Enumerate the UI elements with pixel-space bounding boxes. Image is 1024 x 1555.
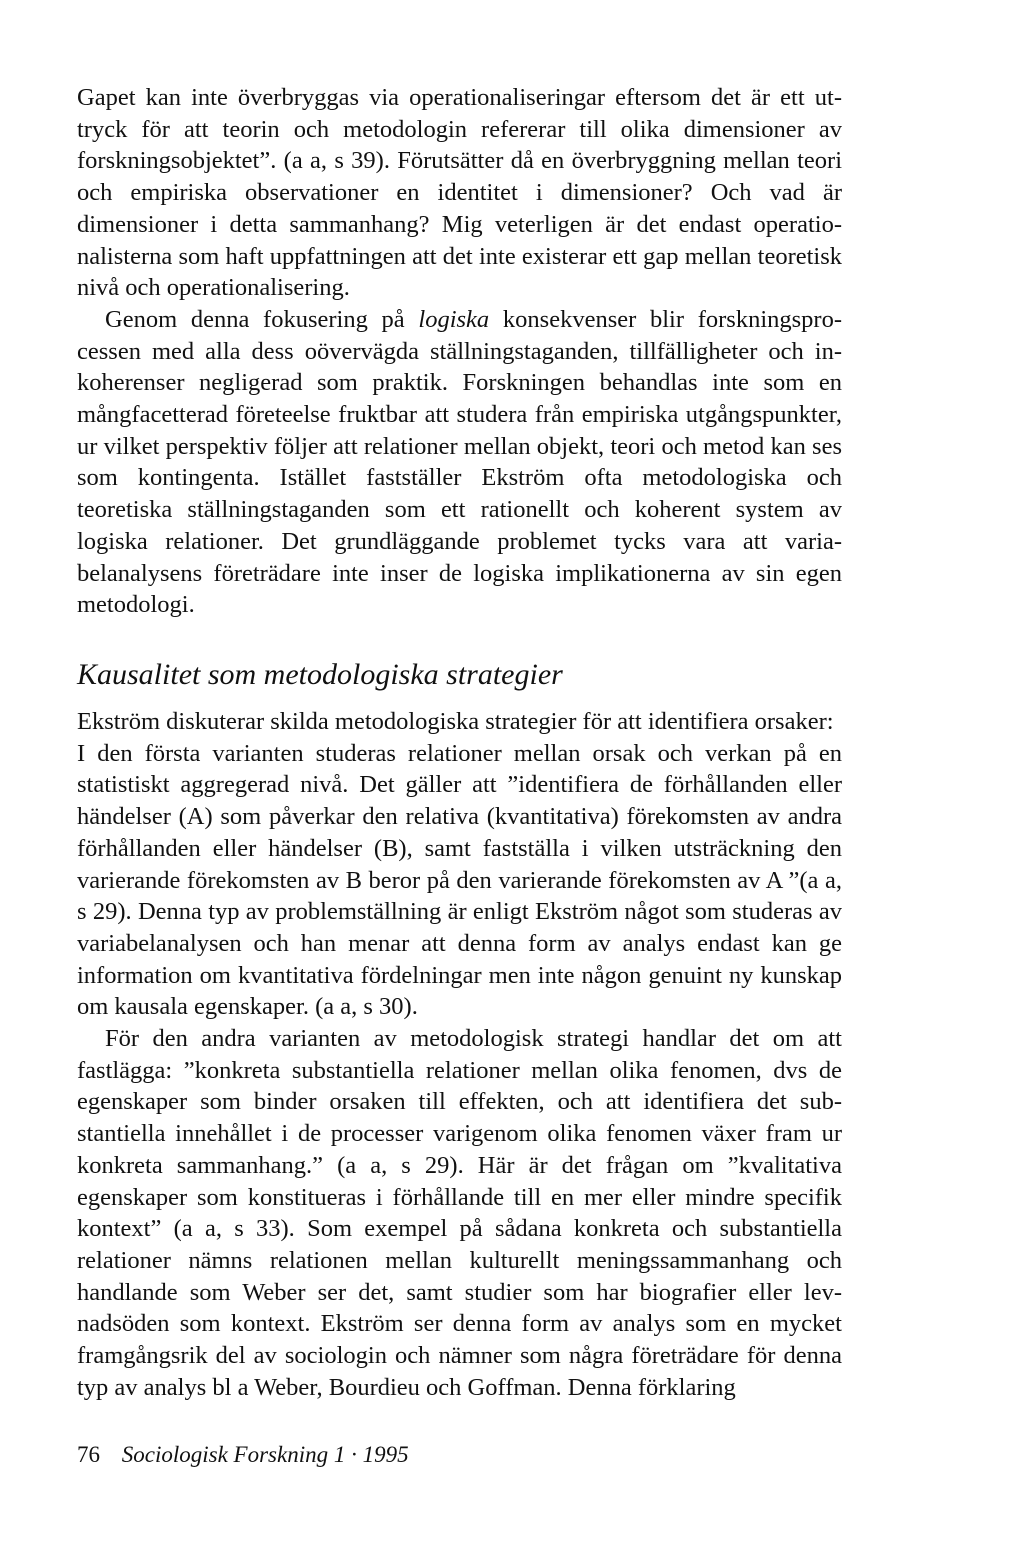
- paragraph-first-variant: I den första varianten studeras relationer mellan orsak och verkan på en statistiskt aggregerad nivå. Det gäller att ”identifiera de förhållanden eller händelser (A) som påverkar den relativa (kvantitativa) förekomsten av andra förhållanden eller händelser (B), samt fastställa i vilken utsträckning den varierande förekomsten av B beror på den varierande förekomsten av A ”(a a, s 29). Denna typ av problemställning är enligt Ekström något som studeras av variabelanalysen och han menar att denna form av analys endast kan ge information om kvantitativa fördelningar men inte någon genuint ny kunskap om kausala egenskaper. (a a, s 30).: [77, 739, 842, 1021]
- paragraph-gap-argument: Gapet kan inte överbryggas via operationaliseringar eftersom det är ett uttryck för att teorin och metodologin refererar till olika dimensioner av forskningsobjektet”. (a a, s 39). Förutsätter då en överbryggning mellan teori och empiriska observationer en identitet i dimensioner? Och vad är dimensioner i detta sammanhang? Mig veterligen är det endast operationalisterna som haft uppfattningen att det inte existerar ett gap mellan teoretisk nivå och operationalisering.: [77, 84, 842, 302]
- section-heading: Kausalitet som metodologiska strategier: [77, 658, 563, 691]
- paragraph-logical-focus-rest: konsekvenser blir forskningsprocessen med alla dess oövervägda ställningstaganden, tillfälligheter och inkoherenser negligerad som praktik. Forskningen behandlas inte som en mångfacetterad företeelse fruktbar att studera från empiriska utgångspunkter, ur vilket perspektiv följer att relationer mellan objekt, teori och metod kan ses som kontingenta. Istället fastställer Ekström ofta metodologiska och teoretiska ställningstaganden som ett rationellt och koherent system av logiska relationer. Det grundläggande problemet tycks vara att variabelanalysens företrädare inte inser de logiska implikationerna av sin egen metodologi.: [77, 305, 842, 619]
- paragraph-logical-focus: [77, 304, 842, 621]
- paragraph-logical-focus-start: Genom denna fokusering på: [105, 305, 419, 333]
- page-footer: [77, 1440, 409, 1470]
- body-text-top: [77, 82, 842, 621]
- journal-citation: Sociologisk Forskning 1 · 1995: [121, 1442, 409, 1467]
- paragraph-second-variant: För den andra varianten av metodologisk strategi handlar det om att fastlägga: ”konkreta substantiella relationer mellan olika fenomen, dvs de egenskaper som binder orsaken till effekten, och att identifiera det substantiella innehållet i de processer varigenom olika fenomen växer fram ur konkreta sammanhang.” (a a, s 29). Här är det frågan om ”kvalitativa egenskaper som konstitueras i förhållande till en mer eller mindre specifik kontext” (a a, s 33). Som exempel på sådana konkreta och substantiella relationer nämns relationen mellan kulturellt meningssammanhang och handlande som Weber ser det, samt studier som har biografier eller levnadsöden som kontext. Ekström ser denna form av analys som en mycket framgångsrik del av sociologin och nämner som några företrädare för denna typ av analys bl a Weber, Bourdieu och Goffman. Denna förklaring: [77, 1025, 842, 1401]
- paragraph-strategies-intro: Ekström diskuterar skilda metodologiska strategier för att identifiera orsaker:: [77, 708, 834, 735]
- page-number: 76: [77, 1442, 100, 1467]
- body-text-bottom: [77, 706, 842, 1403]
- emphasis-logiska: logiska: [418, 305, 490, 333]
